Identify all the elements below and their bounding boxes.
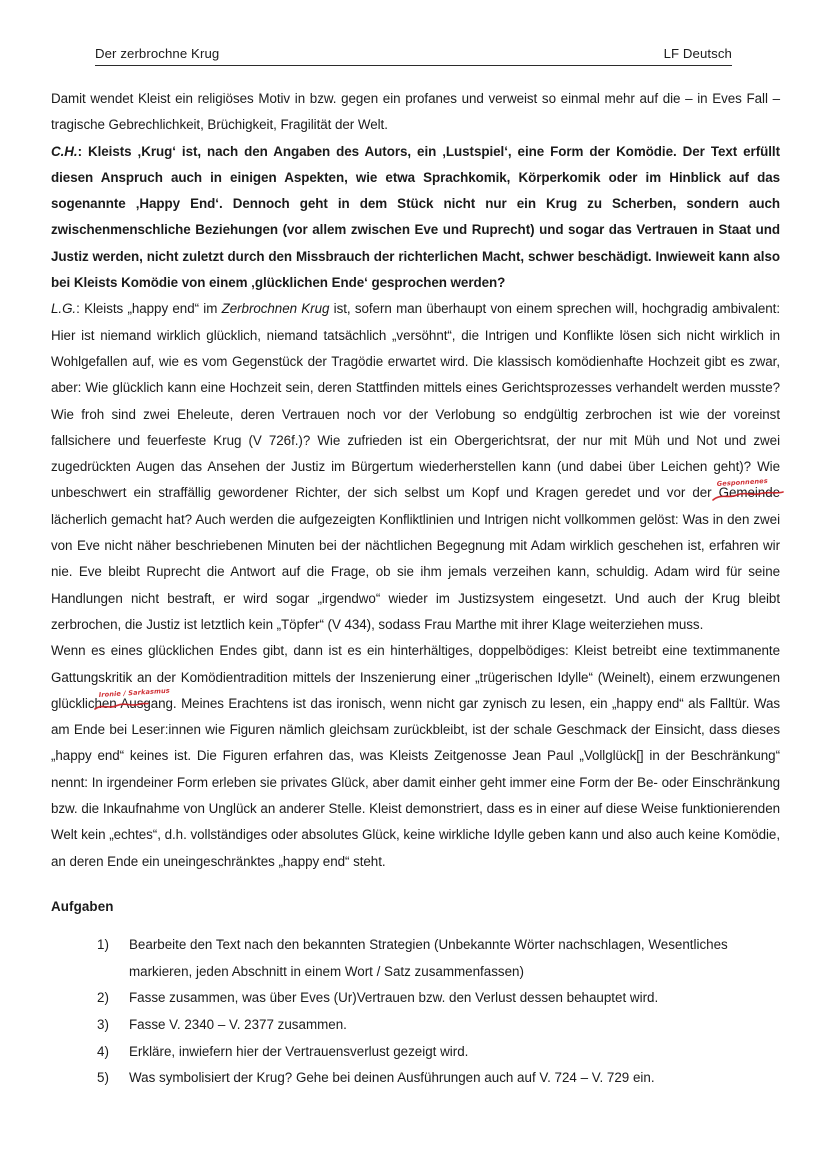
play-title-italic: Zerbrochnen Krug [221,301,330,317]
paragraph-happy-end-conclusion: Wenn es eines glücklichen Endes gibt, dann ist es ein hinterhältiges, doppelbödiges: Kleist betreibt eine textimmanente Gattungskritik an der Komödientradition mittels der Inszenierung einer „trügerischen Idylle“ (Weinelt), einem erzwungenen glücklichen Ausgang. Meines Erachtens ist das ironisch, wenn nicht gar zynisch zu lesen, ein „happy end“ als Falltür. Was am Ende bei Leser:innen wie Figuren nämlich gleichsam zurückbleibt, ist der schale Geschmack der Einsicht, dass dieses „happy end“ keines ist. Die Figuren erfahren das, was Kleists Zeitgenosse Jean Paul „Vollglück[] in der Beschränkung“ nennt: In irgendeiner Form erleben sie privates Glück, aber damit einher geht immer eine Form der Be- oder Einschränkung bzw. die Inkaufnahme von Unglück an anderer Stelle. Kleist demonstriert, dass es in einer auf diese Weise funktionierenden Welt kein „echtes“, d.h. vollständiges oder absolutes Glück, keine wirkliche Idylle geben kann und also auch keine Komödie, an deren Ende ein uneingeschränktes „happy end“ steht. [51,643,780,869]
paragraph-lg-statement [51,296,780,638]
paragraph-ch-text: : Kleists ‚Krug‘ ist, nach den Angaben des Autors, ein ‚Lustspiel‘, eine Form der Komödie. Der Text erfüllt diesen Anspruch auch in einigen Aspekten, wie etwa Sprachkomik, Körperkomik oder im Hinblick auf das sogenannte ‚Happy End‘. Dennoch geht in dem Stück nicht nur ein Krug zu Scherben, sondern auch zwischenmenschliche Beziehungen (vor allem zwischen Eve und Ruprecht) und sogar das Vertrauen in Staat und Justiz werden, nicht zuletzt durch den Missbrauch der richterlichen Macht, schwer beschädigt. Inwieweit kann also bei Kleists Komödie von einem ‚glücklichen Ende‘ gesprochen werden? [51,143,780,291]
speaker-label-lg: L.G. [51,301,77,317]
document-body [51,86,780,1092]
task-item: Fasse zusammen, was über Eves (Ur)Vertrauen bzw. den Verlust dessen behauptet wird. [129,990,659,1006]
task-item: Bearbeite den Text nach den bekannten Strategien (Unbekannte Wörter nachschlagen, Wesentliches markieren, jeden Abschnitt in einem Wort / Satz zusammenfassen) [129,937,728,979]
handwritten-note-gesponnenes: Gesponnenes [716,476,769,488]
paragraph-lg-text-b: ist, sofern man überhaupt von einem sprechen will, hochgradig ambivalent: Hier ist niemand wirklich glücklich, niemand tatsächlich „versöhnt“, die Intrigen und Konflikte lösen sich nicht wirklich in Wohlgefallen auf, wie es vom Gegenstück der Tragödie erwartet wird. Die klassisch komödienhafte Hochzeit gibt es zwar, aber: Wie glücklich kann eine Hochzeit sein, deren Stattfinden mittels eines Gerichtsprozesses verhandelt werden musste? Wie froh sind zwei Eheleute, deren Vertrauen noch vor der Verlobung so endgültig zerbrochen ist wie der voreinst fallsichere und feuerfeste Krug (V 726f.)? Wie zufrieden ist ein Obergerichtsrat, der nur mit Müh und Not und zwei zugedrückten Augen das Ansehen der Justiz im Bürgertum wiederherstellen kann (und dabei über Leichen geht)? Wie unbeschwert ein straffällig gewordener Richter, der sich selbst um Kopf und Kragen geredet und vor der Gemeinde lächerlich gemacht hat? Auch werden die aufgezeigten Konfliktlinien und Intrigen nicht vollkommen gelöst: Was in den zwei von Eve nicht näher beschriebenen Minuten bei der nächtlichen Begegnung mit Adam wirklich geschehen ist, erfahren wir nie. Eve bleibt Ruprecht die Antwort auf die Frage, ob sie ihm jemals verzeihen kann, schuldig. Adam wird für seine Handlungen nicht bestraft, er wird sogar „irgendwo“ wieder im Justizsystem eingesetzt. Und auch der Krug bleibt zerbrochen, die Justiz ist letztlich kein „Töpfer“ (V 434), sodass Frau Marthe mit ihrer Klage weiterziehen muss. [51,301,781,632]
header-document-title: Der zerbrochne Krug [95,46,220,61]
handwritten-note-ironie-sarkasmus: Ironie / Sarkasmus [98,686,171,699]
paragraph-intro: Damit wendet Kleist ein religiöses Motiv in bzw. gegen ein profanes und verweist so einmal mehr auf die – in Eves Fall – tragische Gebrechlichkeit, Brüchigkeit, Fragilität der Welt. [51,91,780,133]
task-item: Fasse V. 2340 – V. 2377 zusammen. [129,1016,347,1032]
speaker-label-ch: C.H. [51,143,78,159]
task-item: Was symbolisiert der Krug? Gehe bei deinen Ausführungen auch auf V. 724 – V. 729 ein. [129,1070,655,1086]
task-item: Erkläre, inwiefern hier der Vertrauensverlust gezeigt wird. [129,1043,469,1059]
tasks-heading: Aufgaben [51,898,114,914]
document-header [95,46,732,66]
paragraph-ch-statement [51,139,780,297]
header-course-label: LF Deutsch [663,46,732,61]
tasks-list [51,932,780,1092]
paragraph-lg-text-a: : Kleists „happy end“ im [76,301,222,317]
